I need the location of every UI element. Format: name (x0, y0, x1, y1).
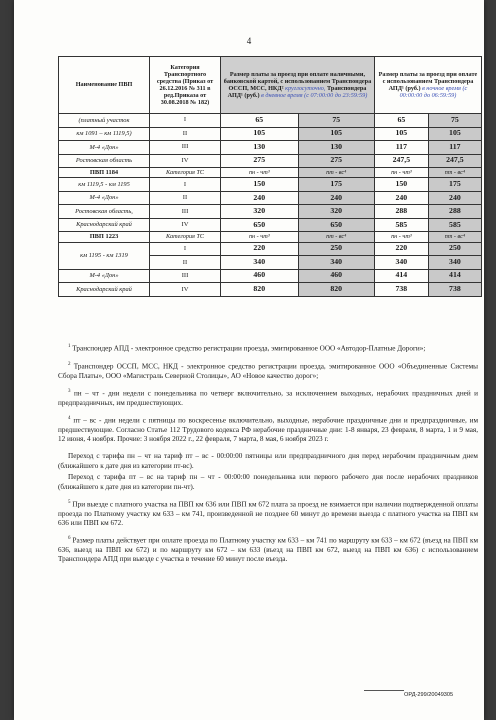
cat-cell: III (150, 205, 221, 219)
footnote-3 (58, 389, 478, 408)
value-cell: 117 (374, 141, 428, 155)
footnote-text: пн – чт - дни недели с понедельника по четверг включительно, за исключением выходных, нерабочих праздничных дней и предпраздничных, им предшествующих. (58, 389, 478, 407)
period-cell: пт - вс⁴ (298, 232, 374, 242)
value-cell: 220 (221, 242, 299, 256)
value-cell: 650 (298, 218, 374, 232)
value-cell: 340 (221, 256, 299, 270)
tariff-table (58, 56, 482, 297)
value-cell: 175 (428, 178, 481, 192)
loc-cell: Краснодарский край (59, 218, 150, 232)
value-cell: 275 (298, 154, 374, 168)
loc-cell: Краснодарский край (59, 283, 150, 297)
loc-cell: Ростовская область (59, 154, 150, 168)
header-day-text: Размер платы за проезд при оплате наличными, банковской картой, с использованием Транспондера ОССП, МСС, НКД² (223, 70, 372, 92)
header-night-rate (374, 57, 481, 114)
loc-cell: М-4 «Дон» (59, 141, 150, 155)
footnote-2 (58, 362, 478, 381)
loc-cell: км 1195 - км 1319 (59, 242, 150, 269)
value-cell: 247,5 (428, 154, 481, 168)
footnote-mark: 1 (68, 344, 71, 349)
value-cell: 65 (221, 114, 299, 128)
value-cell: 75 (298, 114, 374, 128)
value-cell: 460 (298, 269, 374, 283)
cat-header-cell: Категория ТС (150, 168, 221, 178)
table-row (59, 242, 482, 256)
value-cell: 460 (221, 269, 299, 283)
table-header-row (59, 57, 482, 114)
period-cell: пт - вс⁴ (428, 232, 481, 242)
header-name: Наименование ПВП (59, 57, 150, 114)
footnote-text: Транспондер ОССП, МСС, НКД - электронное средство регистрации проезда, эмитированное ООО «Объединенные Системы Сбора Платы», ООО «Магистраль Северной Столицы», АО «Новое качество дорог»; (58, 362, 478, 380)
header-night-accent: в ночное время (с 00:00:00 до 06:59:59) (399, 85, 468, 100)
header-day-accent2: в дневное время (с 07:00:00 до 23:59:59) (261, 92, 368, 100)
value-cell: 130 (221, 141, 299, 155)
cat-cell: IV (150, 283, 221, 297)
value-cell: 105 (428, 127, 481, 141)
footnote-mark: 2 (68, 361, 71, 367)
loc-cell: М-4 «Дон» (59, 269, 150, 283)
table-row (59, 114, 482, 128)
cat-cell: II (150, 127, 221, 141)
value-cell: 250 (298, 242, 374, 256)
value-cell: 650 (221, 218, 299, 232)
table-row (59, 191, 482, 205)
footnote-mark: 6 (68, 536, 71, 542)
table-row (59, 178, 482, 192)
footnote-text: Транспондер АПД - электронное средство регистрации проезда, эмитированное ООО «Автодор-Платные Дороги»; (72, 344, 426, 353)
value-cell: 175 (298, 178, 374, 192)
table-row (59, 154, 482, 168)
cat-cell: IV (150, 218, 221, 232)
value-cell: 130 (298, 141, 374, 155)
page-number: 4 (246, 36, 252, 46)
cat-cell: I (150, 242, 221, 256)
document-page (14, 0, 484, 720)
footnote-mark: 4 (68, 415, 71, 421)
cat-cell: III (150, 141, 221, 155)
loc-cell: М-4 «Дон» (59, 191, 150, 205)
plaza-title: ПВП 1223 (59, 232, 150, 242)
value-cell: 240 (221, 191, 299, 205)
document-code: ОРД-299/20049305 (404, 692, 454, 698)
period-cell: пн - чт³ (374, 232, 428, 242)
value-cell: 288 (374, 205, 428, 219)
header-category: Категория Транспортного средства (Приказ от 26.12.2016 № 311 в ред.Приказа от 30.08.2018 № 182) (150, 57, 221, 114)
value-cell: 105 (298, 127, 374, 141)
value-cell: 240 (298, 191, 374, 205)
value-cell: 820 (221, 283, 299, 297)
footnote-text: Размер платы действует при оплате проезда по Платному участку км 633 – км 741 по маршруту км 633 – км 672 (въезд на ПВП км 636, выезд на ПВП км 672) и по маршруту км 672 – км 633 (въезд на ПВП км 672, выезд на ПВП км 636) с использованием Транспондера АПД при выезде с участка в течение 60 минут после въезда. (58, 536, 478, 564)
plaza-title: ПВП 1184 (59, 168, 150, 178)
table-row (59, 283, 482, 297)
tariff-switch-1: Переход с тарифа пн – чт на тариф пт – вс - 00:00:00 пятницы или предпраздничного дня перед нерабочим праздничным днем (ближайшего к дате дня из категории пт-вс). (58, 452, 478, 470)
value-cell: 150 (374, 178, 428, 192)
footnote-mark: 5 (68, 499, 71, 505)
footnote-6 (58, 536, 478, 564)
value-cell: 247,5 (374, 154, 428, 168)
footnote-1 (58, 344, 478, 354)
value-cell: 340 (298, 256, 374, 270)
value-cell: 220 (374, 242, 428, 256)
value-cell: 240 (428, 191, 481, 205)
cat-cell: II (150, 256, 221, 270)
header-night-text: Размер платы за проезд при оплате с использованием Транспондера АПД¹ (руб.) (378, 70, 478, 92)
header-day-tail: Транспондера АПД¹ (руб.) (227, 85, 367, 100)
cat-cell: III (150, 269, 221, 283)
table-row (59, 168, 482, 178)
loc-cell: Ростовская область, (59, 205, 150, 219)
header-day-accent: круглосуточно, (285, 85, 326, 92)
cat-header-cell: Категория ТС (150, 232, 221, 242)
period-cell: пн - чт³ (374, 168, 428, 178)
loc-cell: (платный участок (59, 114, 150, 128)
period-cell: пт - вс⁴ (298, 168, 374, 178)
period-cell: пн - чт³ (221, 232, 299, 242)
value-cell: 240 (374, 191, 428, 205)
value-cell: 585 (428, 218, 481, 232)
tariff-switch-2: Переход с тарифа пт – вс на тариф пн – чт - 00:00:00 понедельника или первого рабочего дня после нерабочих праздников (ближайшего к дате дня из категории пн-чт). (58, 473, 478, 491)
footnote-4 (58, 416, 478, 444)
period-cell: пн - чт³ (221, 168, 299, 178)
loc-cell: км 1119,5 - км 1195 (59, 178, 150, 192)
footnote-text: При выезде с платного участка на ПВП км 636 или ПВП км 672 плата за проезд не взимается при наличии подтвержденной оплаты проезда по Платному участку км 633 – км 741, произведенной не позднее 60 минут до времени выезда с платного участка на ПВП км 636 или ПВП км 672. (58, 500, 479, 527)
footnote-text: пт – вс - дни недели с пятницы по воскресенье включительно, выходные, нерабочие праздничные дни и предпраздничные, им предшествующие. Согласно Статье 112 Трудового кодекса РФ нерабочие праздничные дни: 1-8 января, 23 февраля, 8 марта, 1 и 9 мая, 12 июня, 4 ноября. Прочие: 3 ноября 2022 г., 22 февраля, 7 марта, 8 мая, 6 ноября 2023 г. (58, 416, 479, 444)
value-cell: 820 (298, 283, 374, 297)
value-cell: 75 (428, 114, 481, 128)
loc-cell: км 1091 – км 1119,5) (59, 127, 150, 141)
cat-cell: I (150, 178, 221, 192)
value-cell: 275 (221, 154, 299, 168)
value-cell: 340 (374, 256, 428, 270)
value-cell: 340 (428, 256, 481, 270)
value-cell: 738 (428, 283, 481, 297)
value-cell: 414 (374, 269, 428, 283)
period-cell: пт - вс⁴ (428, 168, 481, 178)
value-cell: 150 (221, 178, 299, 192)
value-cell: 105 (374, 127, 428, 141)
value-cell: 288 (428, 205, 481, 219)
cat-cell: IV (150, 154, 221, 168)
footnote-5 (58, 500, 478, 528)
value-cell: 320 (298, 205, 374, 219)
value-cell: 117 (428, 141, 481, 155)
value-cell: 414 (428, 269, 481, 283)
value-cell: 585 (374, 218, 428, 232)
table-row (59, 127, 482, 141)
value-cell: 250 (428, 242, 481, 256)
table-row (59, 205, 482, 219)
value-cell: 320 (221, 205, 299, 219)
header-day-rate (221, 57, 375, 114)
value-cell: 65 (374, 114, 428, 128)
table-row (59, 269, 482, 283)
cat-cell: II (150, 191, 221, 205)
cat-cell: I (150, 114, 221, 128)
footnotes (58, 344, 478, 573)
table-row (59, 141, 482, 155)
table-row (59, 218, 482, 232)
value-cell: 105 (221, 127, 299, 141)
value-cell: 738 (374, 283, 428, 297)
table-row (59, 232, 482, 242)
footer-divider (364, 690, 404, 691)
footnote-mark: 3 (68, 388, 71, 394)
